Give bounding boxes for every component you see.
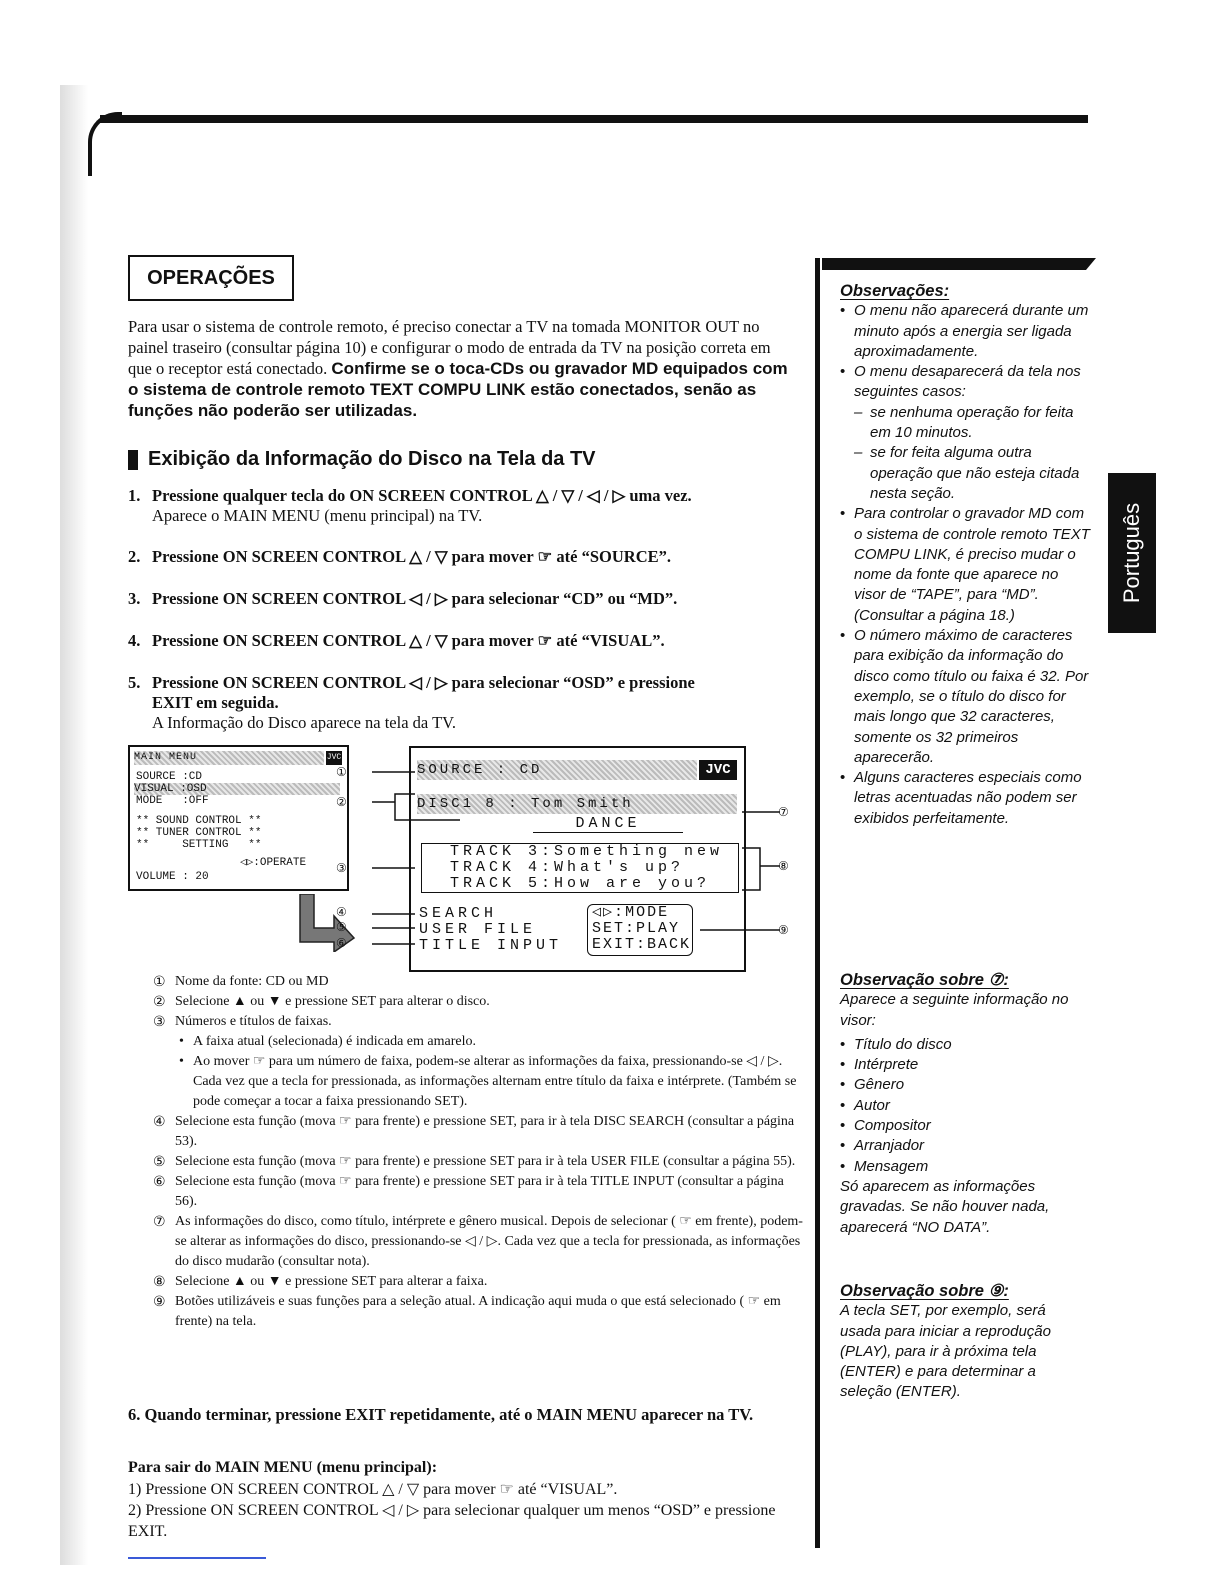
callout-2: ② xyxy=(336,795,347,809)
track-line: TRACK 3:Something new xyxy=(450,843,724,860)
sidebar-rule xyxy=(815,258,820,1548)
note-6: ⑥ Selecione esta função (mova ☞ para frente) e pressione SET para ir à tela TITLE INPUT (consultar a página 56). xyxy=(153,1174,784,1209)
top-rule xyxy=(100,115,1088,123)
menu-search: SEARCH xyxy=(419,905,498,922)
note-2: ② Selecione ▲ ou ▼ e pressione SET para alterar o disco. xyxy=(153,994,490,1010)
main-menu-title: MAIN MENU xyxy=(134,751,324,765)
language-tab xyxy=(1108,473,1156,633)
note-3: ③ Números e títulos de faixas. xyxy=(153,1014,332,1030)
obs7-item: • Autor xyxy=(840,1096,1090,1116)
exit-menu-steps xyxy=(128,1479,808,1542)
track-line: TRACK 5:How are you? xyxy=(450,875,711,892)
subheading-text: Exibição da Informação do Disco na Tela da TV xyxy=(148,448,596,470)
disc-info-screen xyxy=(409,746,746,972)
observations-title: Observações: xyxy=(840,282,950,300)
note-4: ④ Selecione esta função (mova ☞ para frente) e pressione SET, para ir à tela DISC SEARCH (consultar a página 53). xyxy=(153,1114,795,1149)
exit-step: 2) Pressione ON SCREEN CONTROL ◁ / ▷ para selecionar qualquer um menos “OSD” e pressione EXIT. xyxy=(128,1502,776,1540)
obs-item: • O menu não aparecerá durante um minuto após a energia ser ligada aproximadamente. xyxy=(840,301,1090,362)
obs-item: • O número máximo de caracteres para exibição da informação do disco como título ou faixa é 32. Por exemplo, se o título do disco for mais longo que 32 caracteres, somente os 32 primeiros aparecerão. xyxy=(840,626,1090,768)
obs9-title: Observação sobre ⑨: xyxy=(840,1282,1009,1300)
obs-item: • O menu desaparecerá da tela nos seguintes casos: xyxy=(840,362,1090,403)
step-6: 6. Quando terminar, pressione EXIT repetidamente, até o MAIN MENU aparecer na TV. xyxy=(128,1405,754,1424)
scan-edge xyxy=(60,85,100,1565)
back-button-label: EXIT:BACK xyxy=(592,936,692,953)
mode-button-label: ◁▷:MODE xyxy=(592,904,670,921)
note-3-sub: • Ao mover ☞ para um número de faixa, podem-se alterar as informações da faixa, pressionando-se ◁ / ▷. Cada vez que a tecla for pressionada, as informações alternam entre título da faixa e intérprete. (Também se pode começar a tocar a faixa pressionando SET). xyxy=(153,1052,803,1112)
step-1: 1. Pressione qualquer tecla do ON SCREEN CONTROL △ / ▽ / ◁ / ▷ uma vez. Aparece o MAIN MENU (menu principal) na TV. xyxy=(128,486,692,525)
step-2: 2. Pressione ON SCREEN CONTROL △ / ▽ para mover ☞ até “SOURCE”. xyxy=(128,547,671,566)
menu-user-file: USER FILE xyxy=(419,921,537,938)
note-7: ⑦ As informações do disco, como título, intérprete e gênero musical. Depois de selecionar ( ☞ em frente), podem-se alterar as informações do disco, pressionando-se ◁ / ▷. Cada vez que a tecla for pressionada, as informações do disco mudarão (consultar nota). xyxy=(153,1214,803,1269)
disc-bar: DISC1 8 : Tom Smith xyxy=(417,794,737,814)
genre-line: DANCE xyxy=(533,816,683,833)
section-title: OPERAÇÕES xyxy=(128,255,294,301)
callout-7: ⑦ xyxy=(778,805,789,819)
observation-7 xyxy=(840,970,1090,1238)
observations xyxy=(840,281,1090,829)
callout-9: ⑨ xyxy=(778,923,789,937)
callout-5: ⑤ xyxy=(336,920,347,934)
subheading xyxy=(128,448,596,471)
obs7-item: • Intérprete xyxy=(840,1055,1090,1075)
track-line: TRACK 4:What's up? xyxy=(450,859,685,876)
exit-step: 1) Pressione ON SCREEN CONTROL △ / ▽ para mover ☞ até “VISUAL”. xyxy=(128,1481,618,1498)
square-bullet-icon xyxy=(128,450,138,470)
note-8: ⑧ Selecione ▲ ou ▼ e pressione SET para alterar a faixa. xyxy=(153,1274,488,1290)
note-9: ⑨ Botões utilizáveis e suas funções para a seleção atual. A indicação aqui muda o que está selecionado ( ☞ em frente) na tela. xyxy=(153,1294,781,1329)
obs7-item: • Arranjador xyxy=(840,1136,1090,1156)
obs-item: • Alguns caracteres especiais como letras acentuadas não podem ser exibidos perfeitamente. xyxy=(840,768,1090,829)
arrow-right-icon xyxy=(296,894,356,952)
obs7-item: • Título do disco xyxy=(840,1035,1090,1055)
step-4: 4. Pressione ON SCREEN CONTROL △ / ▽ para mover ☞ até “VISUAL”. xyxy=(128,631,665,650)
button-legend xyxy=(587,904,693,956)
step-3: 3. Pressione ON SCREEN CONTROL ◁ / ▷ para selecionar “CD” ou “MD”. xyxy=(128,589,678,608)
observation-9 xyxy=(840,1281,1090,1403)
track-list xyxy=(421,843,739,893)
disc-screen-brand: JVC xyxy=(699,760,737,780)
obs9-text: A tecla SET, por exemplo, será usada para iniciar a reprodução (PLAY), para ir à próxima tela (ENTER) e para determinar a seleção (ENTER). xyxy=(840,1302,1051,1401)
callout-6: ⑥ xyxy=(336,936,347,950)
obs-dash-item: – se for feita alguma outra operação que não esteja citada nesta seção. xyxy=(840,443,1090,504)
source-bar: SOURCE : CD xyxy=(417,760,697,780)
intro-normal: Para usar o sistema de controle remoto, é preciso conectar a TV na tomada MONITOR OUT no painel traseiro (consultar página 10) e configurar o modo de entrada da TV na posição correta em que o receptor está conectado. xyxy=(128,317,771,378)
intro-paragraph xyxy=(128,316,793,421)
obs7-item: • Compositor xyxy=(840,1116,1090,1136)
play-button-label: SET:PLAY xyxy=(592,920,681,937)
intro-bold: Confirme se o toca-CDs ou gravador MD equipados com o sistema de controle remoto TEXT COMPU LINK estão conectados, senão as funções não poderão ser utilizadas. xyxy=(128,359,788,420)
callout-8: ⑧ xyxy=(778,859,789,873)
callout-4: ④ xyxy=(336,905,347,919)
callout-notes xyxy=(153,972,803,1332)
obs-dash-item: – se nenhuma operação for feita em 10 minutos. xyxy=(840,403,1090,444)
step-5: 5. Pressione ON SCREEN CONTROL ◁ / ▷ para selecionar “OSD” e pressione EXIT em seguida. A Informação do Disco aparece na tela da TV. xyxy=(128,673,695,732)
obs7-intro: Aparece a seguinte informação no visor: xyxy=(840,991,1069,1029)
menu-title-input: TITLE INPUT xyxy=(419,937,563,954)
exit-menu-heading: Para sair do MAIN MENU (menu principal): xyxy=(128,1459,438,1476)
obs7-item: • Mensagem xyxy=(840,1157,1090,1177)
main-menu-brand: JVC xyxy=(326,751,342,765)
obs-item: • Para controlar o gravador MD com o sistema de controle remoto TEXT COMPU LINK, é preciso mudar o nome da fonte que aparece no visor de “TAPE”, para “MD”. (Consultar a página 18.) xyxy=(840,504,1090,626)
obs7-title: Observação sobre ⑦: xyxy=(840,971,1009,989)
callout-3: ③ xyxy=(336,861,347,875)
callout-1: ① xyxy=(336,765,347,779)
obs7-outro: Só aparecem as informações gravadas. Se não houver nada, aparecerá “NO DATA”. xyxy=(840,1177,1050,1236)
sidebar-top-rule xyxy=(822,258,1096,270)
note-5: ⑤ Selecione esta função (mova ☞ para frente) e pressione SET para ir à tela USER FILE (consultar a página 55). xyxy=(153,1154,796,1170)
note-1: ① Nome da fonte: CD ou MD xyxy=(153,974,329,990)
note-3-sub: • A faixa atual (selecionada) é indicada em amarelo. xyxy=(153,1032,803,1052)
language-tab-label: Português xyxy=(1119,502,1144,604)
obs7-item: • Gênero xyxy=(840,1075,1090,1095)
footer-rule xyxy=(128,1557,266,1559)
main-menu-screen: MAIN MENU JVC SOURCE :CD VISUAL :OSD MODE :OFF ** SOUND CONTROL ** ** TUNER CONTROL ** ** SETTING ** ◁▷:OPERATE VOLUME : 20 xyxy=(128,745,349,891)
